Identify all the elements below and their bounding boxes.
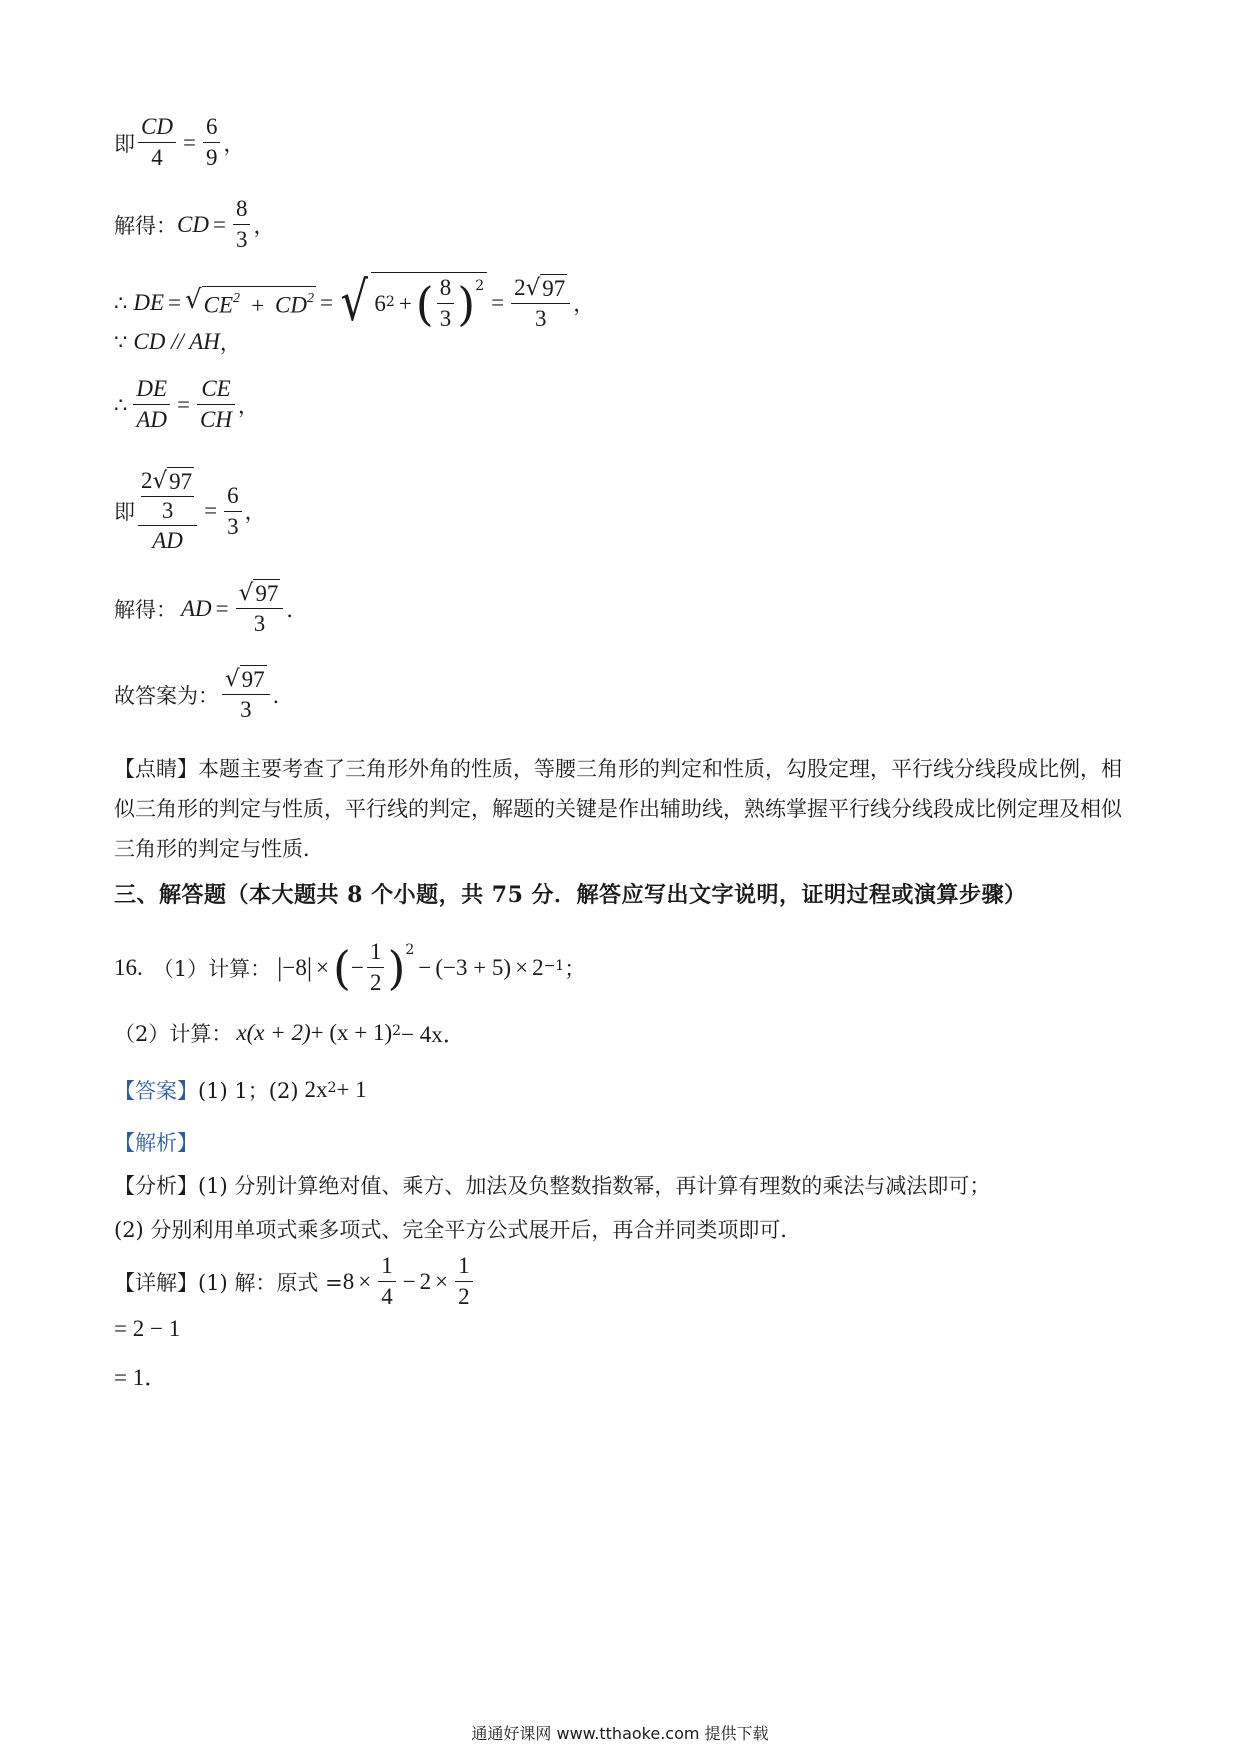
equation-parallel: ∵ CD // AH ， [114, 329, 241, 355]
analysis-line-2: (2) 分别利用单项式乘多项式、完全平方公式展开后，再合并同类项即可． [114, 1218, 802, 1242]
problem-16-part1: 16. （1）计算： | −8 | × ( − $\frac{1}{2}$ ) $^2$ − (−3 + 5) × 2 $^{-1}$ ； [114, 937, 585, 998]
equation-solve-ad: 解得： AD = √ 97 3 ． [114, 578, 307, 639]
answer-line: 【答案】 (1) 1；(2) 2x $^2$ + 1 [114, 1077, 367, 1103]
fraction: $\frac{8}{3}$ [437, 273, 455, 334]
fraction: $\frac{6}{9}$ [203, 112, 221, 173]
fraction: $\frac{DE}{AD}$ [133, 374, 170, 435]
fraction: $\frac{1}{2}$ [455, 1251, 473, 1312]
fraction: $\frac{6}{3}$ [224, 481, 242, 542]
detail-line-2: = 2 − 1 [114, 1316, 181, 1341]
square-root: √ $CE^2 + CD^2$ [185, 285, 314, 318]
detail-line-3: = 1． [114, 1365, 168, 1390]
therefore-symbol: ∴ [114, 291, 128, 315]
fraction: $\frac{1}{2}$ [367, 937, 385, 998]
square-root: √ 6 $^2$ + ( $\frac{8}{3}$ ) $^2$ [337, 272, 487, 334]
fraction: √ 97 3 [236, 578, 284, 639]
final-answer-line: 故答案为： √ 97 3 ． [114, 664, 294, 725]
analysis-line-1: 【分析】(1) 分别计算绝对值、乘方、加法及负整数指数幂，再计算有理数的乘法与减法即可； [114, 1174, 991, 1198]
problem-16-part2: （2）计算： x(x + 2) + (x + 1) $^2$ − 4x． [114, 1019, 466, 1047]
prefix-text: 即 [114, 131, 135, 156]
detail-line-1: 【详解】(1) 解：原式 = 8 × $\frac{1}{4}$ − 2 × $\frac{1}{2}$ [114, 1251, 476, 1312]
fraction: $\frac{8}{3}$ [233, 194, 251, 255]
fraction: $\frac{CD}{4}$ [138, 112, 176, 173]
equation-proportion: ∴ $\frac{DE}{AD}$ = $\frac{CE}{CH}$ ， [114, 374, 259, 435]
fraction: $\frac{1}{4}$ [378, 1251, 396, 1312]
equation-cd-ratio: 即 $\frac{CD}{4}$ = $\frac{6}{9}$ ， [114, 112, 244, 173]
fraction: $\frac{CE}{CH}$ [197, 374, 235, 435]
because-symbol: ∵ [114, 330, 128, 354]
fraction: √ 97 3 [222, 664, 270, 725]
equation-de-length: ∴ DE = √ $CE^2 + CD^2$ = √ 6 $^2$ + ( $\frac{8}{3}$ ) $^2$ = 2 √ 97 3 ， [114, 270, 595, 333]
remark-label: 【点睛】 [114, 757, 198, 781]
answer-label: 【答案】 [114, 1079, 198, 1103]
analysis-label-line [114, 1127, 198, 1157]
equation-solve-cd: 解得： CD = $\frac{8}{3}$ ， [114, 194, 274, 255]
page-footer: 通通好课网 www.tthaoke.com 提供下载 [471, 1724, 769, 1743]
section-heading: 三、解答题（本大题共 8 个小题，共 75 分．解答应写出文字说明，证明过程或演算步骤） [114, 882, 1027, 908]
analysis-label: 【解析】 [114, 1131, 198, 1155]
equation-compound-fraction: 即 2 √ 97 3 AD = $\frac{6}{3}$ ， [114, 466, 266, 556]
fraction: 2 √ 97 3 AD [138, 466, 197, 556]
fraction: 2 √ 97 3 [511, 273, 570, 334]
remark-paragraph: 【点睛】本题主要考查了三角形外角的性质，等腰三角形的判定和性质，勾股定理，平行线分线段成比例，相似三角形的判定与性质，平行线的判定，解题的关键是作出辅助线，熟练掌握平行线分线段成比例定理及相似三角形的判定与性质． [114, 757, 1122, 861]
